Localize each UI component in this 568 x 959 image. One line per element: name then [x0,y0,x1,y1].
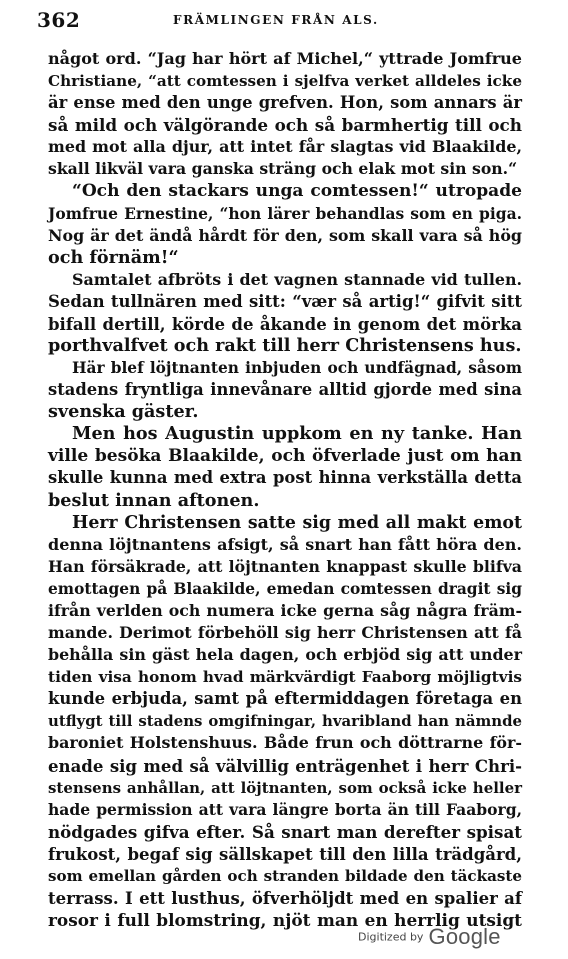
digitized-by-google-watermark [358,924,501,954]
text-line: något ord. “Jag har hört af Michel,“ yttrade Jomfrue [48,49,522,68]
text-line: är ense med den unge grefven. Hon, som annars är [48,93,522,113]
text-line: så mild och välgörande och så barmhertig till och [48,115,522,136]
google-logo: Google [428,924,501,949]
text-line: nödgades gifva efter. Så snart man derefter spisat [48,821,522,842]
text-line: emottagen på Blaakilde, emedan comtessen dragit sig [48,579,522,598]
text-line: och förnäm!“ [48,246,179,268]
text-line: Samtalet afbröts i det vagnen stannade vid tullen. [72,269,522,289]
running-title: FRÄMLINGEN FRÅN ALS. [173,13,379,27]
text-line: porthvalfvet och rakt till herr Christensens hus. [48,335,522,357]
text-line: ifrån verlden och numera icke gerna såg några främ- [48,600,522,620]
text-line: svenska gäster. [48,401,199,423]
text-line: baroniet Holstenshuus. Både frun och döttrarne för- [48,733,522,753]
text-line: Christiane, “att comtessen i sjelfva verket alldeles icke [48,72,522,91]
text-line: terrass. I ett lusthus, öfverhöljdt med en spalier af [48,887,522,908]
text-line: Han försäkrade, att löjtnanten knappast skulle blifva [48,556,522,576]
text-line: denna löjtnantens afsigt, så snart han fått höra den. [48,534,522,554]
text-line: skulle kunna med extra post hinna verkställa detta [48,468,522,488]
text-line: enade sig med så välvillig enträgenhet i herr Chri- [48,755,522,776]
text-line: frukost, begaf sig sällskapet till den lilla trädgård, [48,843,522,864]
text-line: Herr Christensen satte sig med all makt emot [72,512,522,533]
text-line: tiden visa honom hvad märkvärdigt Faaborg möjligtvis [48,668,522,687]
text-line: beslut innan aftonen. [48,489,260,511]
text-line: skall likväl vara ganska sträng och elak mot sin son.“ [48,159,518,179]
text-line: Här blef löjtnanten inbjuden och undfägnad, såsom [72,359,522,378]
text-line: ville besöka Blaakilde, och öfverlade just om han [48,446,522,467]
text-line: utflygt till stadens omgifningar, hvaribland han nämnde [48,712,522,731]
text-line: Sedan tullnären med sitt: “vær så artig!“ gifvit sitt [48,291,522,311]
text-line: stadens fryntliga innevånare alltid gjorde med sina [48,380,522,400]
text-line: Jomfrue Ernestine, “hon lärer behandlas som en piga. [48,203,522,223]
text-line: hade permission att vara längre borta än till Faaborg, [48,799,522,819]
text-line: kunde erbjuda, samt på eftermiddagen företaga en [48,689,522,709]
text-line: som emellan gården och stranden bildade den täckaste [48,866,522,885]
digitized-by-label: Digitized by [358,930,424,944]
text-line: Men hos Augustin uppkom en ny tanke. Han [72,423,522,445]
text-line: stensens anhållan, att löjtnanten, som också icke heller [48,778,522,797]
text-line: behålla sin gäst hela dagen, och erbjöd sig att under [48,645,522,665]
body-text [48,48,522,931]
text-line: Nog är det ändå hårdt för den, som skall vara så hög [48,225,522,245]
text-line: mande. Derimot förbehöll sig herr Christensen att få [48,623,522,643]
page-header [37,8,523,38]
text-line: med mot alla djur, att intet får slagtas vid Blaakilde, [48,137,522,157]
text-line: “Och den stackars unga comtessen!“ utropade [72,181,522,202]
text-line: bifall dertill, körde de åkande in genom det mörka [48,313,522,334]
text-line: rosor i full blomstring, njöt man en herrlig utsigt [48,910,522,931]
page-number: 362 [37,8,81,32]
